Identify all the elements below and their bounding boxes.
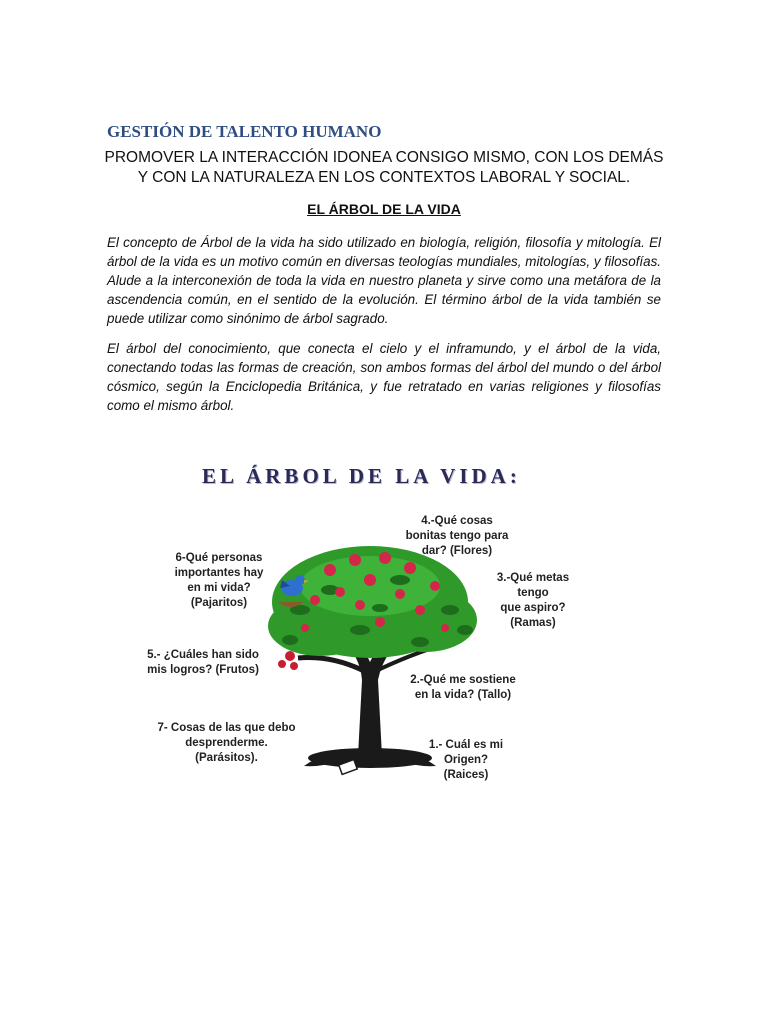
paragraph-1: El concepto de Árbol de la vida ha sido utilizado en biología, religión, filosofía y mitología. El árbol de la vida es un motivo común en diversas teologías mundiales, mitologías, y filosofías. Alude a la interconexión de toda la vida en nuestro planeta y sirve como una metáfora de la ascendencia común, en el sentido de la evolución. El término árbol de la vida también se puede utilizar como sinónimo de árbol sagrado. [107,235,661,326]
question-1-roots: 1.- Cuál es mi Origen? (Raices) [428,739,504,781]
question-5-fruits: 5.- ¿Cuáles han sido mis logros? (Frutos) [147,649,259,676]
branch-left [298,658,362,671]
section-title: EL ÁRBOL DE LA VIDA [307,201,461,217]
paragraph-2: El árbol del conocimiento, que conecta el cielo y el inframundo, y el árbol de la vida, conectando todas las formas de creación, son ambos formas del árbol del mundo o del árbol cósmico, según la Enciclopedia Británica, y fue retratado en varias religiones y filosofías como el mismo árbol. [107,341,661,413]
question-6-birds: 6-Qué personas importantes hay en mi vida? (Pajaritos) [174,552,264,609]
document-heading: GESTIÓN DE TALENTO HUMANO [107,122,382,141]
question-2-trunk: 2.-Qué me sostiene en la vida? (Tallo) [410,674,516,701]
question-7-parasites: 7- Cosas de las que debo desprenderme. (Parásitos). [157,722,296,764]
document-subtitle: PROMOVER LA INTERACCIÓN IDONEA CONSIGO MISMO, CON LOS DEMÁS Y CON LA NATURALEZA EN LOS CONTEXTOS LABORAL Y SOCIAL. [104,149,664,186]
figure-title: EL ÁRBOL DE LA VIDA: [202,464,521,488]
question-3-branches: 3.-Qué metas tengo que aspiro? (Ramas) [496,572,570,629]
question-4-flowers: 4.-Qué cosas bonitas tengo para dar? (Flores) [405,515,509,557]
fruits-icon [278,651,298,670]
